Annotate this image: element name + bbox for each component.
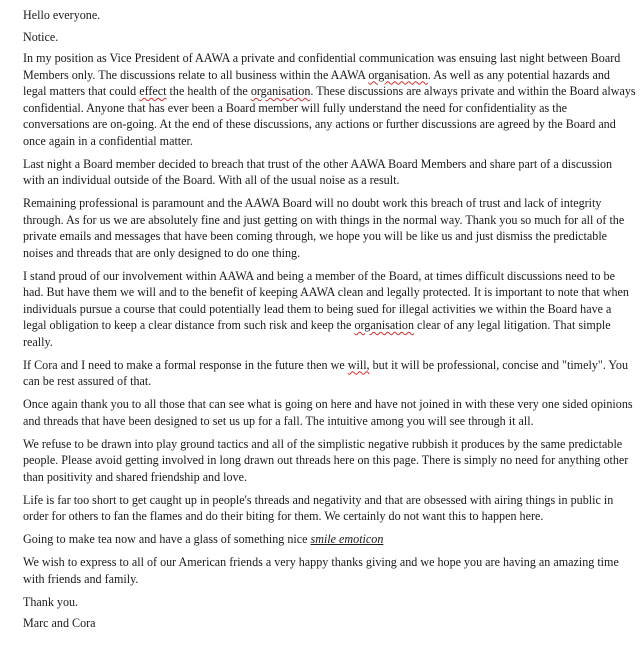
paragraph-thanks-supporters: Once again thank you to all those that can see what is going on here and have not joined in with these very one sided opinions and threads that have been designed to set us up for a fall. The intuitive among you will see through it all.	[23, 397, 633, 428]
smile-emoticon-link[interactable]: smile emoticon	[310, 532, 384, 546]
paragraph-text: I stand proud of our involvement within AAWA and being a member of the Board, at times difficult discussions need to be had. But have them we will and to the benefit of keeping AAWA clean and legally protected. It is important to note that when individuals pursue a course that could potentially lead them to being sued for illegal activities we within the Board have a legal obligation to keep a clear distance from such risk and keep the	[23, 268, 629, 332]
spellcheck-word: effect	[139, 84, 167, 98]
closing-thanks: Thank you.	[23, 594, 79, 609]
paragraph-text: If Cora and I need to make a formal response in the future then we	[23, 357, 348, 372]
paragraph-text: the health of the	[166, 84, 251, 98]
spellcheck-word: organisation	[368, 67, 428, 82]
paragraph-tea	[23, 531, 636, 548]
paragraph-text: but it will be professional, concise and "timely". You can be rest assured of that.	[23, 357, 629, 388]
paragraph-life-short: Life is far too short to get caught up in people's threads and negativity and that are obsessed with airing things in public in order for others to fan the flames and do their biting for them. We certainly do not want this to happen here.	[23, 492, 614, 523]
paragraph-text: . These discussions are always private and within the Board always confidential. Anyone that has ever been a Board member will fully understand the need for confidentiality as the conversations are on-going. At the end of these discussions, any actions or further discussions are agreed by the Board and once again in a confidential matter.	[23, 84, 636, 148]
paragraph-involvement	[23, 268, 636, 351]
paragraph-breach: Last night a Board member decided to breach that trust of the other AAWA Board Members and share part of a discussion with an individual outside of the Board. With all of the usual noise as a result.	[23, 156, 613, 187]
paragraph-text: In my position as Vice President of AAWA a private and confidential communication was ensuing last night between Board Members only. The discussions relate to all business within the AAWA	[23, 51, 621, 82]
paragraph-professional: Remaining professional is paramount and the AAWA Board will no doubt work this breach of trust and lack of integrity through. As for us we are absolutely fine and just getting on with things in the normal way. Thank you so much for all of the private emails and messages that have been coming through, we hope you will be like us and just dismiss the predictable noises and threads that are only designed to do one thing.	[23, 196, 625, 260]
paragraph-board-confidentiality	[23, 50, 636, 149]
spellcheck-word: will,	[347, 357, 370, 372]
paragraph-text: . As well as any potential hazards and legal matters that could	[23, 67, 610, 98]
paragraph-text: clear of any legal litigation. That simple really.	[23, 318, 611, 349]
paragraph-formal-response	[23, 357, 636, 390]
spellcheck-word: organisation	[250, 84, 311, 98]
signature: Marc and Cora	[23, 616, 96, 630]
greeting: Hello everyone.	[23, 8, 101, 22]
paragraph-text: Going to make tea now and have a glass of something nice	[23, 532, 311, 546]
notice-heading: Notice.	[23, 29, 59, 44]
spellcheck-word: organisation	[354, 318, 415, 332]
paragraph-refuse-tactics: We refuse to be drawn into play ground tactics and all of the simplistic negative rubbish it produces by the same predictable people. Please avoid getting involved in long drawn out threads here on this page. There is simply no need for anything other than positivity and shared friendship and love.	[23, 436, 629, 484]
paragraph-thanksgiving: We wish to express to all of our American friends a very happy thanks giving and we hope you are having an amazing time with friends and family.	[23, 555, 619, 586]
